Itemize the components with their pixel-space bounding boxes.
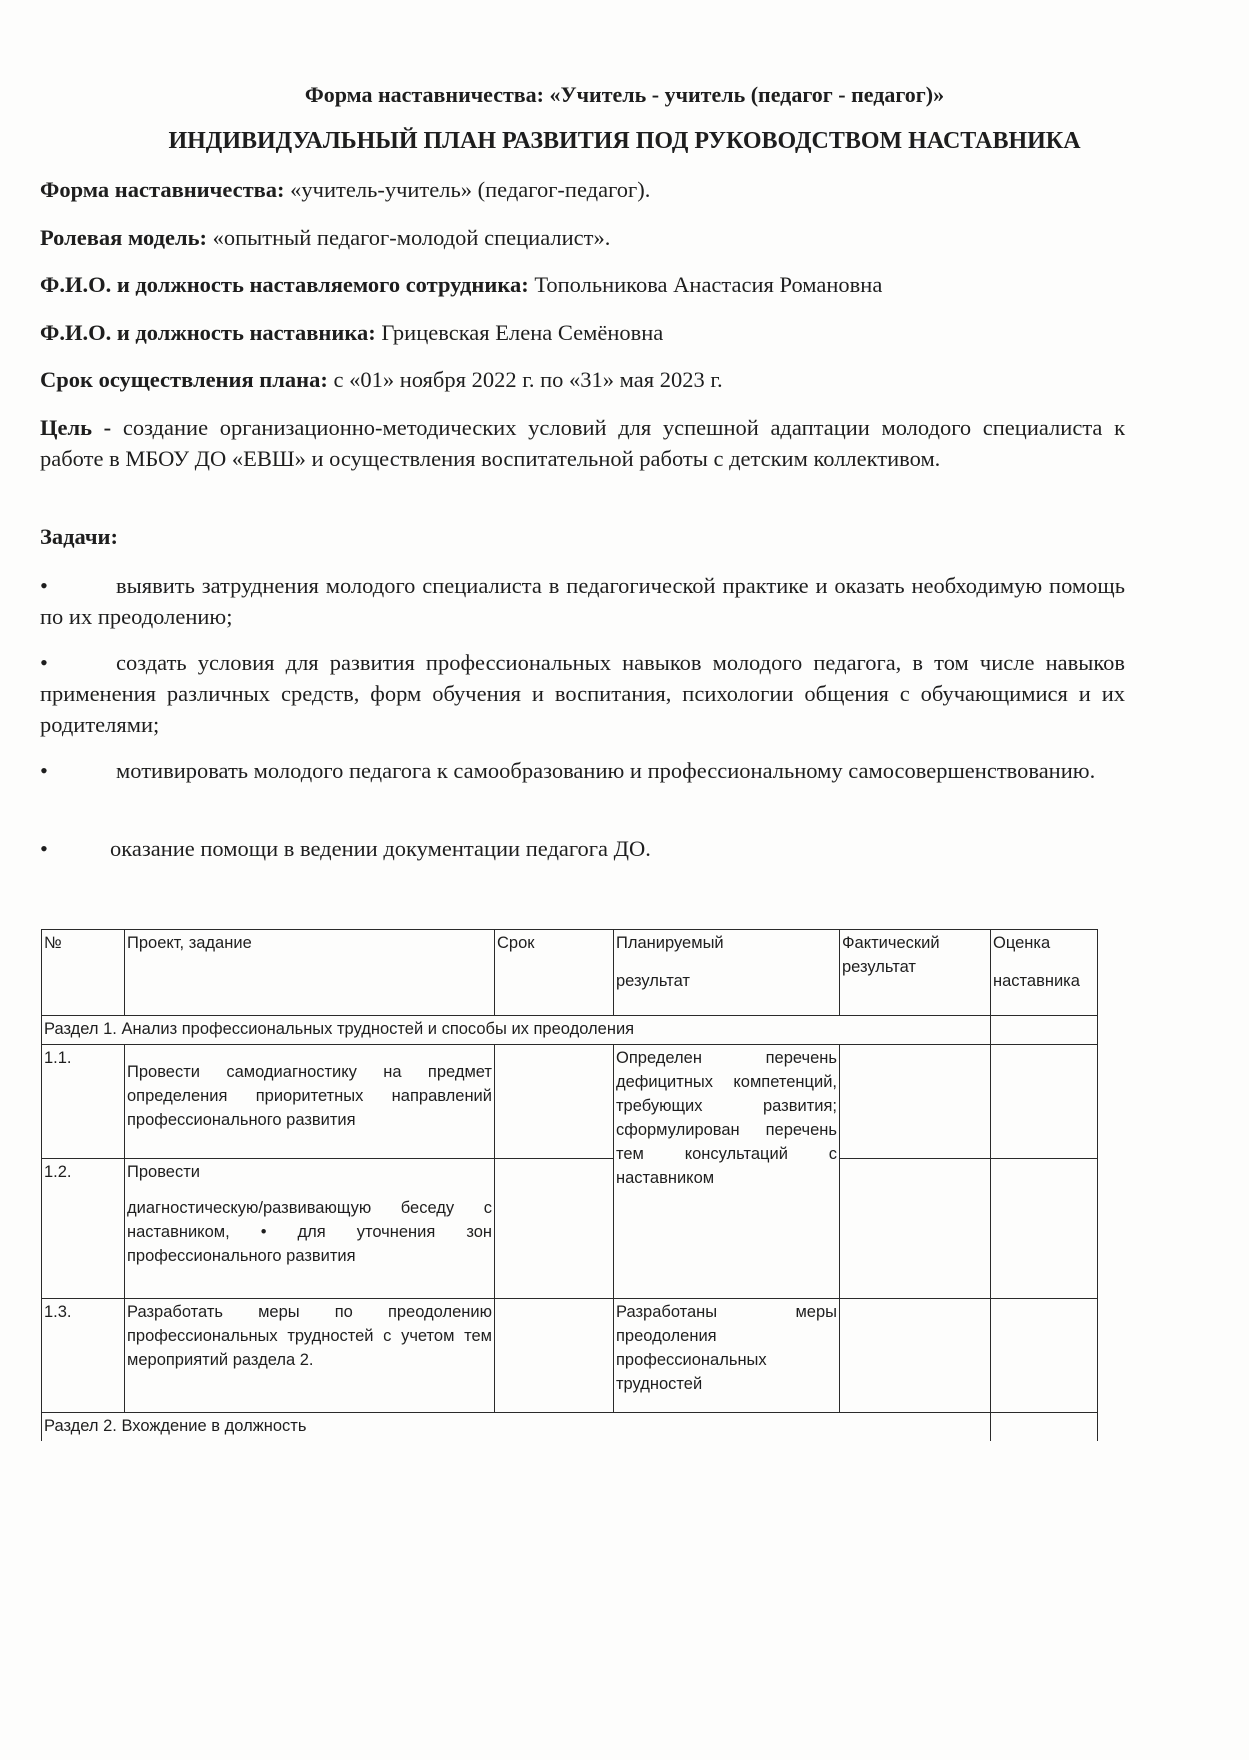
header-actual: Фактический результат: [840, 930, 991, 1016]
task-item: [40, 647, 1125, 740]
row-planned: Определен перечень дефицитных компетенций, требующих развития; сформулирован перечень тем консультаций с наставником: [614, 1045, 840, 1299]
table-row: [42, 1159, 1098, 1299]
row-task: Разработать меры по преодолению профессиональных трудностей с учетом тем мероприятий раздела 2.: [125, 1299, 495, 1413]
row-task-text: Провести самодиагностику на предмет определения приоритетных направлений профессионального развития: [127, 1063, 492, 1129]
row-num: 1.2.: [42, 1159, 125, 1299]
row-num: 1.1.: [42, 1045, 125, 1159]
role-value: «опытный педагог-молодой специалист».: [206, 225, 611, 250]
header-rating: [991, 930, 1098, 1016]
row-task-line2: диагностическую/развивающую беседу с наставником, • для уточнения зон профессионального развития: [127, 1199, 492, 1265]
bullet-icon: •: [40, 573, 48, 598]
header-task: Проект, задание: [125, 930, 495, 1016]
task-text: оказание помощи в ведении документации педагога ДО.: [110, 836, 651, 861]
header-rating-line1: Оценка: [993, 934, 1051, 952]
page-title: ИНДИВИДУАЛЬНЫЙ ПЛАН РАЗВИТИЯ ПОД РУКОВОДСТВОМ НАСТАВНИКА: [168, 128, 1081, 154]
header-planned: [614, 930, 840, 1016]
mentor-label: Ф.И.О. и должность наставника:: [40, 320, 376, 345]
section-row: [42, 1413, 1098, 1442]
tasks-heading: Задачи:: [40, 524, 119, 549]
row-actual: [840, 1159, 991, 1299]
header-term: Срок: [495, 930, 614, 1016]
goal-value: создание организационно-методических условий для успешной адаптации молодого специалиста к работе в МБОУ ДО «ЕВШ» и осуществления воспитательной работы с детским коллективом.: [40, 415, 1125, 471]
section-2-rating: [991, 1413, 1098, 1442]
row-actual: [840, 1045, 991, 1159]
table-row: [42, 1299, 1098, 1413]
section-1-title: Раздел 1. Анализ профессиональных трудностей и способы их преодоления: [42, 1016, 991, 1045]
mentor-line: [40, 318, 663, 348]
row-term: [495, 1299, 614, 1413]
role-label: Ролевая модель:: [40, 225, 207, 250]
term-line: [40, 365, 723, 395]
row-actual: [840, 1299, 991, 1413]
goal-paragraph: [40, 412, 1125, 474]
task-item: [40, 570, 1125, 632]
role-line: [40, 223, 610, 253]
row-rating: [991, 1299, 1098, 1413]
term-value: с «01» ноября 2022 г. по «31» мая 2023 г.: [327, 367, 723, 392]
task-text: мотивировать молодого педагога к самообразованию и профессиональному самосовершенствованию.: [116, 758, 1096, 783]
row-term: [495, 1045, 614, 1159]
table-header-row: [42, 930, 1098, 1016]
header-num: №: [42, 930, 125, 1016]
header-planned-line1: Планируемый: [616, 934, 724, 952]
mentor-value: Грицевская Елена Семёновна: [375, 320, 664, 345]
task-text: выявить затруднения молодого специалиста в педагогической практике и оказать необходимую помощь по их преодолению;: [40, 573, 1125, 629]
row-rating: [991, 1159, 1098, 1299]
section-1-rating: [991, 1016, 1098, 1045]
task-item: [40, 755, 1125, 786]
section-2-title: Раздел 2. Вхождение в должность: [42, 1413, 991, 1442]
row-num: 1.3.: [42, 1299, 125, 1413]
header-planned-line2: результат: [616, 972, 690, 990]
row-task: [125, 1159, 495, 1299]
form-label: Форма наставничества:: [40, 177, 285, 202]
form-heading: Форма наставничества: «Учитель - учитель (педагог - педагог)»: [304, 82, 945, 107]
mentee-label: Ф.И.О. и должность наставляемого сотрудника:: [40, 272, 529, 297]
bullet-icon: •: [40, 836, 48, 861]
term-label: Срок осуществления плана:: [40, 367, 328, 392]
row-term: [495, 1159, 614, 1299]
row-task-line1: Провести: [127, 1163, 200, 1181]
plan-table: [41, 929, 1098, 1441]
form-value: «учитель-учитель» (педагог-педагог).: [284, 177, 651, 202]
table-row: [42, 1045, 1098, 1159]
header-rating-line2: наставника: [993, 972, 1080, 990]
goal-label: Цель -: [40, 415, 112, 440]
bullet-icon: •: [40, 650, 48, 675]
section-row: [42, 1016, 1098, 1045]
mentee-line: [40, 270, 882, 300]
task-text: создать условия для развития профессиональных навыков молодого педагога, в том числе навыков применения различных средств, форм обучения и воспитания, психологии общения с обучающимися и их родителями;: [40, 650, 1125, 737]
mentee-value: Топольникова Анастасия Романовна: [528, 272, 883, 297]
row-task: [125, 1045, 495, 1159]
task-item: [40, 833, 1125, 864]
form-line: [40, 175, 650, 205]
bullet-icon: •: [40, 758, 48, 783]
row-rating: [991, 1045, 1098, 1159]
row-planned: Разработаны меры преодоления профессиональных трудностей: [614, 1299, 840, 1413]
